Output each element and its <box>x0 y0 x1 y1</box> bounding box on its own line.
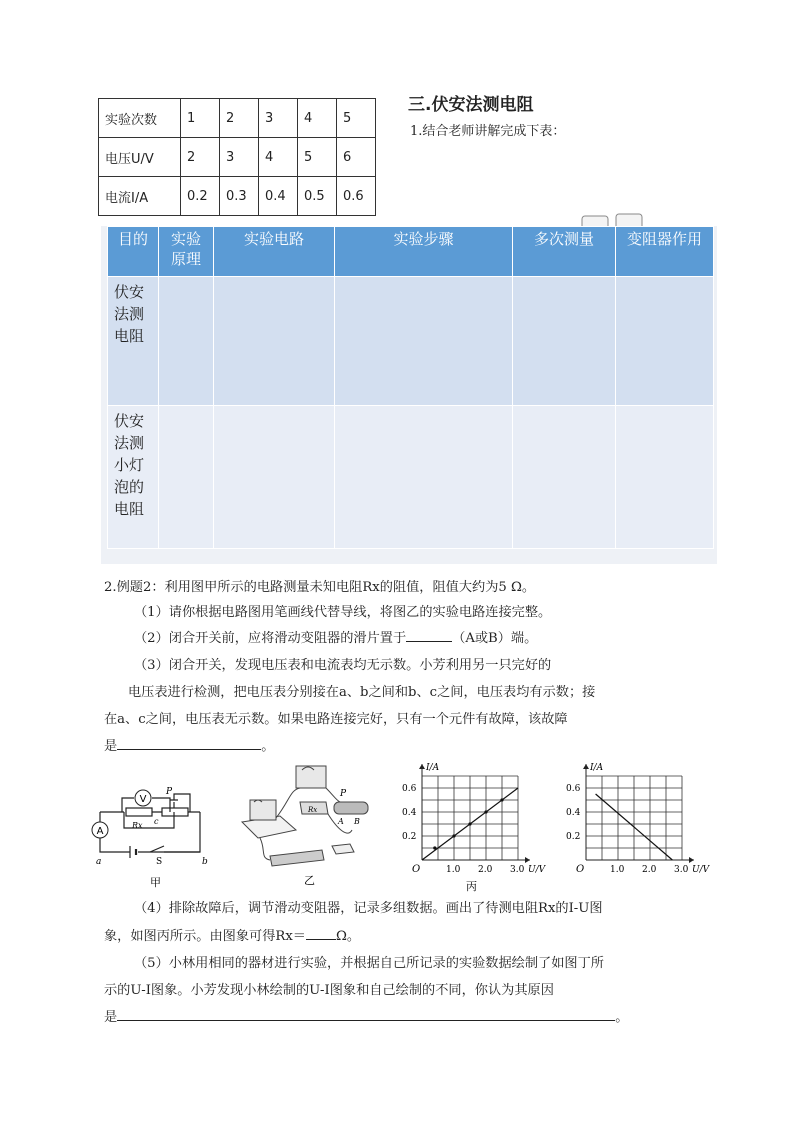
cell: 3 <box>259 99 298 138</box>
figure-caption: 乙 <box>304 874 315 887</box>
chart-bing <box>392 758 552 892</box>
answer-blank[interactable] <box>117 1006 615 1021</box>
question-3-line-1: （3）闭合开关，发现电压表和电流表均无示数。小芳利用另一只完好的 <box>134 658 552 673</box>
example-intro: 2.例题2：利用图甲所示的电路测量未知电阻Rx的阻值，阻值大约为5 Ω。 <box>104 580 536 595</box>
x-tick-label: 1.0 <box>610 865 625 875</box>
y-axis-label: I/A <box>590 763 604 773</box>
cell[interactable] <box>513 277 616 406</box>
data-point <box>452 834 455 837</box>
x-tick-label: 3.0 <box>510 865 525 875</box>
table-row <box>99 138 376 177</box>
voltmeter-icon <box>296 766 326 788</box>
data-point <box>484 810 487 813</box>
data-point <box>500 798 503 801</box>
table-header-row <box>108 227 714 277</box>
x-axis-label: U/V <box>528 865 546 875</box>
y-tick-label: 0.2 <box>402 832 417 842</box>
cell: 0.6 <box>337 177 376 216</box>
svg-text:b: b <box>202 857 208 867</box>
header-cell: 多次测量 <box>513 227 616 277</box>
y-tick-label: 0.6 <box>566 784 581 794</box>
svg-text:A: A <box>338 817 344 826</box>
cell[interactable] <box>616 406 714 549</box>
cell[interactable] <box>335 277 513 406</box>
header-cell: 实验原理 <box>159 227 214 277</box>
row-purpose: 伏安法测电阻 <box>108 277 159 406</box>
circuit-diagram-jia <box>90 768 220 892</box>
cell: 0.4 <box>259 177 298 216</box>
cell[interactable] <box>159 277 214 406</box>
cell: 2 <box>220 99 259 138</box>
x-tick-label: 3.0 <box>674 865 689 875</box>
svg-text:B: B <box>354 817 360 826</box>
answer-blank[interactable] <box>306 925 336 940</box>
row-purpose: 伏安法测小灯泡的电阻 <box>108 406 159 549</box>
answer-blank[interactable] <box>117 735 261 750</box>
cell: 0.3 <box>220 177 259 216</box>
cell[interactable] <box>335 406 513 549</box>
header-cell: 实验电路 <box>214 227 335 277</box>
cell[interactable] <box>513 406 616 549</box>
y-tick-label: 0.6 <box>402 784 417 794</box>
svg-text:c: c <box>154 817 159 826</box>
row-label: 电流I/A <box>99 177 181 216</box>
cell: 4 <box>298 99 337 138</box>
apparatus-figure-yi <box>230 760 370 890</box>
cell: 1 <box>181 99 220 138</box>
x-tick-label: 2.0 <box>478 865 493 875</box>
question-5-line-3: 是 。 <box>104 1006 628 1030</box>
cell: 3 <box>220 138 259 177</box>
table-row <box>108 406 714 549</box>
section-subtitle: 1.结合老师讲解完成下表： <box>410 124 566 139</box>
svg-text:Rx: Rx <box>132 821 143 830</box>
y-tick-label: 0.4 <box>402 808 417 818</box>
y-arrow <box>583 764 589 769</box>
svg-text:P: P <box>166 787 173 797</box>
svg-text:P: P <box>340 789 347 799</box>
cell: 5 <box>298 138 337 177</box>
question-4-line-1: （4）排除故障后，调节滑动变阻器，记录多组数据。画出了待测电阻Rx的I-U图 <box>134 901 603 916</box>
question-5-line-1: （5）小林用相同的器材进行实验，并根据自己所记录的实验数据绘制了如图丁所 <box>134 956 604 971</box>
cell: 5 <box>337 99 376 138</box>
table-row <box>99 177 376 216</box>
header-cell: 实验步骤 <box>335 227 513 277</box>
header-cell: 目的 <box>108 227 159 277</box>
cell: 0.2 <box>181 177 220 216</box>
cell: 6 <box>337 138 376 177</box>
section-title: 三.伏安法测电阻 <box>408 95 534 115</box>
header-cell: 变阻器作用 <box>616 227 714 277</box>
cell: 4 <box>259 138 298 177</box>
figure-caption: 丙 <box>466 880 477 892</box>
chart-ding <box>566 758 726 882</box>
question-4-line-2: 象，如图丙所示。由图象可得Rx＝ Ω。 <box>104 925 360 949</box>
table-row <box>99 99 376 138</box>
row-label: 实验次数 <box>99 99 181 138</box>
cell[interactable] <box>214 277 335 406</box>
cell[interactable] <box>159 406 214 549</box>
question-3-line-4: 是 。 <box>104 735 274 759</box>
summary-table-panel <box>101 226 717 564</box>
x-tick-label: 1.0 <box>446 865 461 875</box>
svg-text:S: S <box>156 857 163 867</box>
x-axis-label: U/V <box>692 865 710 875</box>
question-1: （1）请你根据电路图用笔画线代替导线，将图乙的实验电路连接完整。 <box>134 605 552 620</box>
table-row <box>108 277 714 406</box>
x-arrow <box>689 857 694 863</box>
question-3-line-3: 在a、c之间，电压表无示数。如果电路连接完好，只有一个元件有故障，该故障 <box>104 712 568 727</box>
x-tick-label: 2.0 <box>642 865 657 875</box>
summary-table <box>107 226 714 549</box>
question-3-line-2: 电压表进行检测，把电压表分别接在a、b之间和b、c之间，电压表均有示数；接 <box>128 685 596 700</box>
y-tick-label: 0.2 <box>566 832 581 842</box>
question-5-line-2: 示的U-I图象。小芳发现小林绘制的U-I图象和自己绘制的不同，你认为其原因 <box>104 983 554 998</box>
x-arrow <box>525 857 530 863</box>
data-point <box>433 846 436 849</box>
svg-text:a: a <box>96 857 102 867</box>
cell: 2 <box>181 138 220 177</box>
cell[interactable] <box>616 277 714 406</box>
svg-text:Rx: Rx <box>308 806 318 814</box>
answer-blank[interactable] <box>406 627 452 642</box>
cell: 0.5 <box>298 177 337 216</box>
svg-text:V: V <box>139 794 147 805</box>
y-axis-label: I/A <box>426 763 440 773</box>
y-tick-label: 0.4 <box>566 808 581 818</box>
question-2: （2）闭合开关前，应将滑动变阻器的滑片置于 （A或B）端。 <box>134 627 537 651</box>
x-tick-label: O <box>412 864 421 875</box>
x-tick-label: O <box>576 864 585 875</box>
svg-text:A: A <box>96 826 104 837</box>
figure-caption: 甲 <box>150 876 161 889</box>
experiment-data-table <box>98 98 376 216</box>
row-label: 电压U/V <box>99 138 181 177</box>
cell[interactable] <box>214 406 335 549</box>
y-arrow <box>419 764 425 769</box>
ammeter-icon <box>250 800 276 820</box>
data-point <box>468 822 471 825</box>
